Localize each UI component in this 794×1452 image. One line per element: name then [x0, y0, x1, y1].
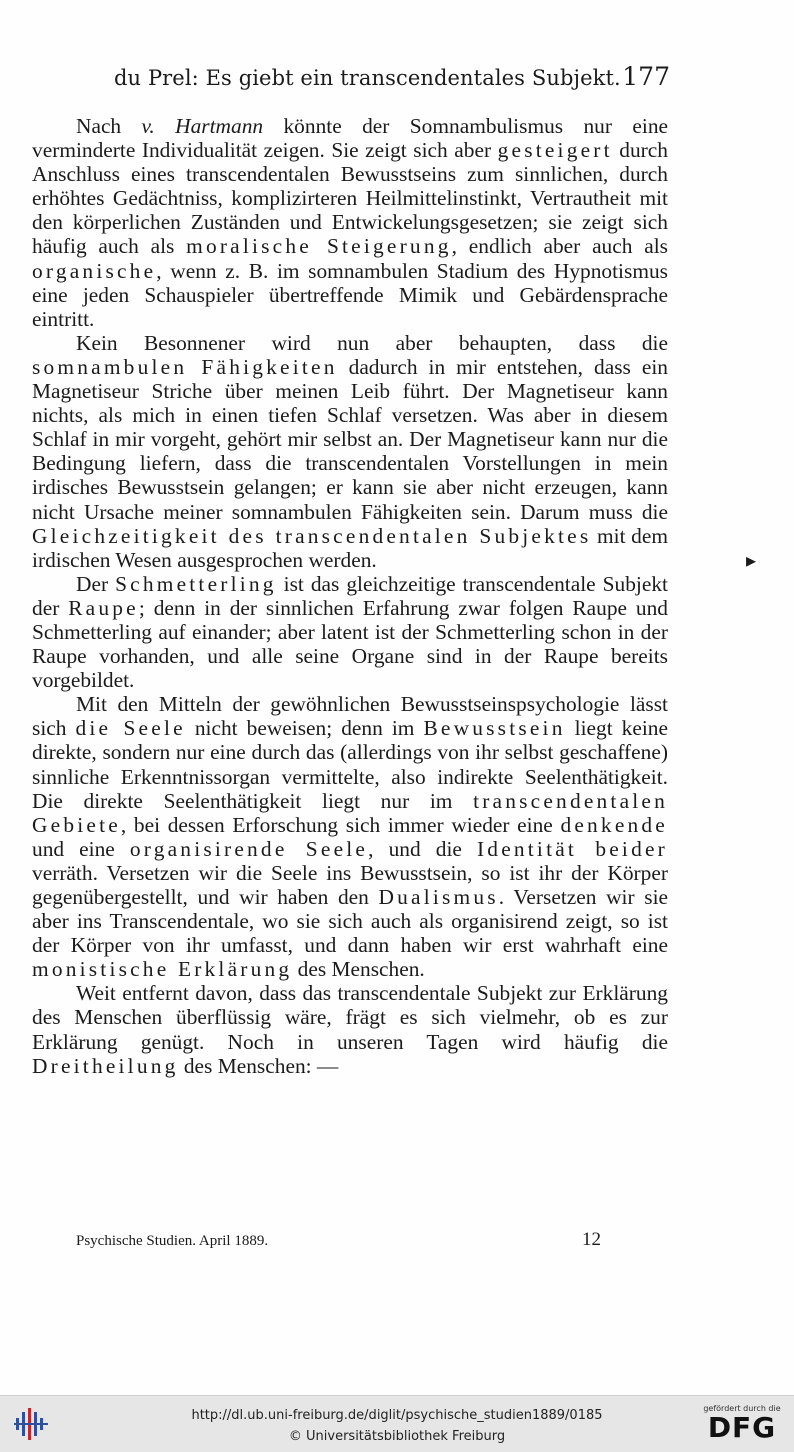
spaced-emphasis: Gleichzeitigkeit des transcendentalen Subjektes — [32, 523, 592, 548]
dfg-logo-icon[interactable] — [700, 1404, 784, 1446]
spaced-emphasis: Dreitheilung — [32, 1053, 179, 1078]
paragraph — [32, 981, 668, 1077]
text-run: des Menschen: — — [178, 1053, 339, 1078]
spaced-emphasis: organisirende Seele — [129, 836, 369, 861]
paragraph — [32, 692, 668, 981]
spaced-emphasis: moralische Steigerung — [186, 234, 452, 259]
spaced-emphasis: transcendentalen Gebiete — [32, 788, 668, 837]
text-run: ; denn in der sinnlichen Erfahrung zwar folgen Raupe und Schmetterling auf einander; aber latent ist der Schmetterling schon in der Raupe vorhanden, und alle seine Organe sind in der Raupe bereits vorgebildet. — [32, 595, 668, 693]
text-run: Weit entfernt davon, dass das transcendentale Subjekt zur Erklärung des Menschen überflüssig wäre, frägt es sich vielmehr, ob es zur Erklärung genügt. Noch in unseren Tagen wird häufig die — [32, 981, 668, 1054]
text-run: des Menschen. — [292, 957, 425, 982]
text-run: Mit den Mitteln der gewöhnlichen Bewusstseinspsychologie lässt sich — [32, 692, 668, 741]
spaced-emphasis: Bewusstsein — [423, 716, 566, 741]
copyright-text: © Universitätsbibliothek Freiburg — [288, 1429, 506, 1444]
spaced-emphasis: gesteigert — [497, 138, 613, 163]
body-text — [32, 114, 668, 1078]
text-run: , und die — [368, 836, 477, 861]
spaced-emphasis: Dualismus — [378, 885, 499, 909]
spaced-emphasis: die Seele — [75, 716, 186, 741]
italic-name: v. Hartmann — [141, 114, 264, 138]
dfg-wordmark: DFG — [707, 1411, 777, 1444]
spaced-emphasis: Schmetterling — [115, 571, 277, 596]
dfg-funding-label: gefördert durch die — [703, 1404, 781, 1413]
text-run: , endlich aber auch als — [451, 234, 668, 259]
viewer-bottom-bar — [0, 1395, 794, 1452]
text-run: ist das gleichzeitige transcendentale Subjekt der — [32, 571, 668, 620]
spaced-emphasis: organische — [32, 258, 157, 283]
text-run: , bei dessen Erforschung sich immer wieder eine — [120, 812, 561, 837]
margin-mark: ▸ — [746, 548, 757, 572]
text-run: durch Anschluss eines transcendentalen Bewusstseins zum sinnlichen, durch erhöhtes Gedächtniss, komplizirteren Heilmittelinstinkt, Vertrautheit mit den körperlichen Zuständen und Entwickelungsgesetzen; sie zeigt sich häufig auch als — [32, 138, 668, 259]
text-run: . Versetzen wir sie aber ins Transcendentale, wo sie sich auch als organisirend zeigt, so ist der Körper von ihr umfasst, und dann haben wir erst wahrhaft eine — [32, 885, 669, 958]
running-title: du Prel: Es giebt ein transcendentales Subjekt. — [114, 66, 621, 90]
text-run: könnte der Somnambulismus nur eine verminderte Individualität zeigen. Sie zeigt sich aber — [32, 114, 669, 163]
text-run: und eine — [32, 836, 130, 861]
text-run: Der — [76, 571, 116, 596]
spaced-emphasis: Identität beider — [476, 836, 668, 861]
text-run: mit dem irdischen Wesen ausgesprochen werden. — [32, 523, 668, 572]
spaced-emphasis: somnambulen Fähigkeiten — [32, 354, 338, 379]
page-number: 177 — [622, 62, 670, 91]
text-run: , wenn z. B. im somnambulen Stadium des Hypnotismus eine jeden Schauspieler übertreffende Mimik und Gebärdensprache eintritt. — [32, 258, 668, 331]
page-header — [70, 62, 670, 96]
text-run: dadurch in mir entstehen, dass ein Magnetiseur Striche über meinen Leib führt. Der Magnetiseur kann nichts, als mich in einen tiefen Schlaf versetzen. Was aber in diesem Schlaf in mir vorgeht, gehört mir selbst an. Der Magnetiseur kann nur die Bedingung liefern, dass die transcendentalen Vorstellungen in mein irdisches Bewusstsein gelangen; er kann sie aber nicht erzeugen, kann nicht Ursache meiner somnambulen Fähigkeiten sein. Darum muss die — [32, 354, 668, 524]
paragraph — [32, 331, 668, 572]
journal-footer: Psychische Studien. April 1889. — [76, 1233, 269, 1249]
signature-number: 12 — [582, 1229, 601, 1250]
text-run: verräth. Versetzen wir die Seele ins Bewusstsein, so ist ihr der Körper gegenübergestellt, und wir haben den — [32, 860, 668, 909]
paragraph — [32, 114, 668, 331]
spaced-emphasis: monistische Erklärung — [32, 957, 293, 982]
permalink-url[interactable]: http://dl.ub.uni-freiburg.de/diglit/psychische_studien1889/0185 — [191, 1408, 603, 1423]
text-run: nicht beweisen; denn im — [185, 716, 424, 741]
spaced-emphasis: Raupe — [68, 595, 139, 620]
paragraph — [32, 572, 668, 692]
text-run: Kein Besonnener wird nun aber behaupten, dass die — [76, 330, 668, 355]
text-run: liegt keine direkte, sondern nur eine durch das (allerdings von ihr selbst geschaffene) sinnliche Erkenntnissorgan vermittelte, also indirekte Seelenthätigkeit. Die direkte Seelenthätigkeit liegt nur im — [32, 716, 669, 813]
text-run: Nach — [76, 114, 142, 138]
spaced-emphasis: denkende — [560, 812, 668, 837]
